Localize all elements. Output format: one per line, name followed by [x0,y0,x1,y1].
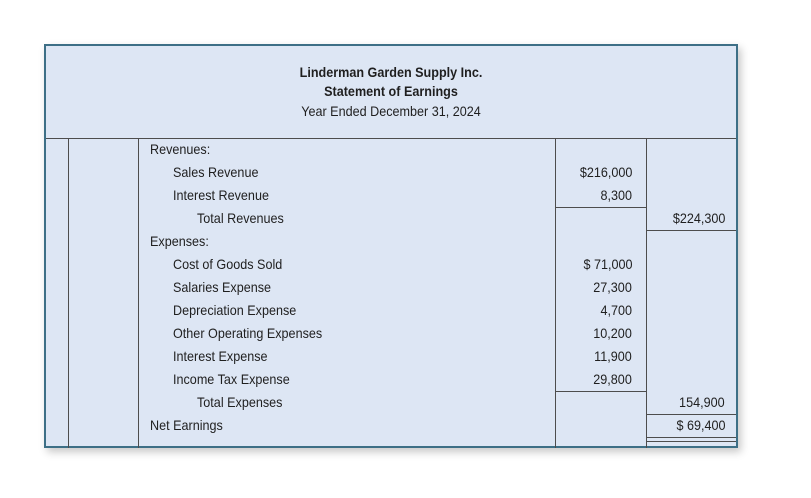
subtotal-rule [555,391,646,392]
line-item-label: Sales Revenue [173,164,259,180]
net-earnings-amount: $ 69,400 [675,417,725,433]
statement-header [46,46,736,139]
subtotal-rule [555,207,646,208]
revenues-heading: Revenues: [150,141,211,157]
company-name: Linderman Garden Supply Inc. [299,64,483,80]
statement-period: Year Ended December 31, 2024 [301,103,481,119]
subtotal-rule [646,230,736,231]
line-item-amount: 4,700 [600,302,632,318]
earnings-statement [44,44,738,448]
line-item-amount: $ 71,000 [582,256,632,272]
total-revenues-label: Total Revenues [197,210,284,226]
statement-title: Statement of Earnings [324,83,458,99]
column-rule [646,138,647,448]
double-rule-bottom [646,441,736,442]
line-item-label: Salaries Expense [173,279,272,295]
line-item-amount: 10,200 [593,325,632,341]
subtotal-rule [646,414,736,415]
expenses-heading: Expenses: [150,233,209,249]
column-rule [138,138,139,448]
net-earnings-label: Net Earnings [150,417,223,433]
line-item-label: Income Tax Expense [173,371,290,387]
total-expenses-label: Total Expenses [197,394,283,410]
total-revenues-amount: $224,300 [672,210,725,226]
line-item-amount: $216,000 [579,164,632,180]
line-item-label: Other Operating Expenses [173,325,323,341]
line-item-label: Depreciation Expense [173,302,297,318]
line-item-label: Interest Expense [173,348,268,364]
line-item-label: Cost of Goods Sold [173,256,283,272]
line-item-amount: 29,800 [593,371,632,387]
total-expenses-amount: 154,900 [679,394,725,410]
line-item-label: Interest Revenue [173,187,269,203]
line-item-amount: 11,900 [594,348,632,364]
line-item-amount: 8,300 [600,187,632,203]
column-rule [555,138,556,448]
double-rule-top [646,437,736,438]
line-item-amount: 27,300 [593,279,632,295]
column-rule [68,138,69,448]
